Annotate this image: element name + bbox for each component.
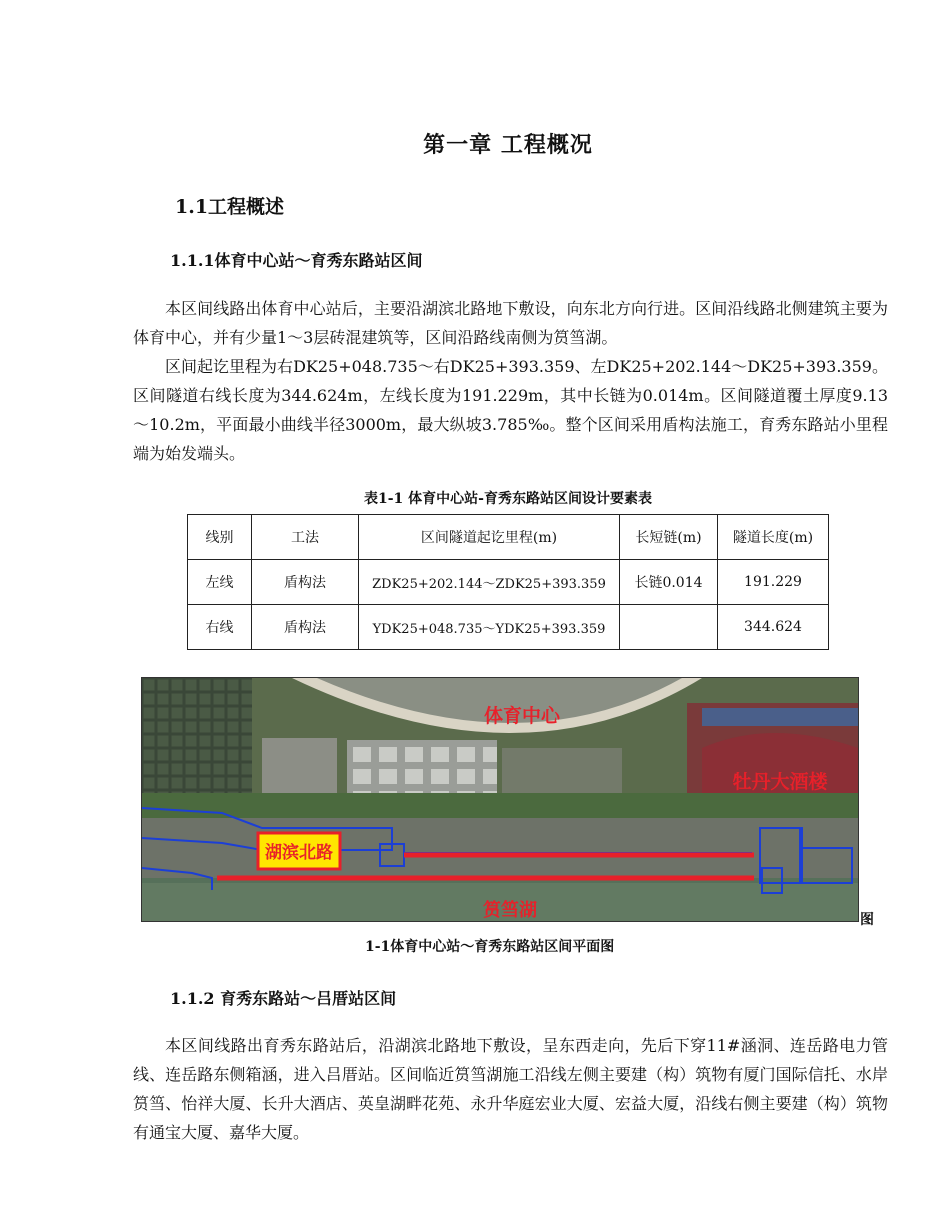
subsection-2-body bbox=[133, 1031, 888, 1147]
table-row bbox=[188, 605, 829, 650]
table-cell: 盾构法 bbox=[252, 560, 359, 605]
table-header: 线别 bbox=[188, 515, 252, 560]
figure-caption: 1-1体育中心站～育秀东路站区间平面图 bbox=[365, 939, 615, 955]
site-plan-figure bbox=[141, 677, 859, 922]
table-header: 长短链(m) bbox=[620, 515, 718, 560]
table-cell: 344.624 bbox=[718, 605, 829, 650]
table-cell: ZDK25+202.144～ZDK25+393.359 bbox=[359, 560, 620, 605]
table-cell: YDK25+048.735～YDK25+393.359 bbox=[359, 605, 620, 650]
paragraph: 区间起讫里程为右DK25+048.735～右DK25+393.359、左DK25+202.144～DK25+393.359。区间隧道右线长度为344.624m，左线长度为191.229m，其中长链为0.014m。区间隧道覆土厚度9.13～10.2m，平面最小曲线半径3000m，最大纵坡3.785‰。整个区间采用盾构法施工，育秀东路站小里程端为始发端头。 bbox=[133, 357, 888, 463]
subsection-title-1: 1.1.1体育中心站～育秀东路站区间 bbox=[170, 251, 423, 270]
subsection-1-body bbox=[133, 294, 888, 468]
figure-caption-tail: 图 bbox=[860, 912, 874, 928]
table-cell: 左线 bbox=[188, 560, 252, 605]
table-header: 工法 bbox=[252, 515, 359, 560]
table-header: 隧道长度(m) bbox=[718, 515, 829, 560]
label-road: 湖滨北路 bbox=[265, 843, 333, 863]
site-plan-map bbox=[142, 678, 858, 921]
table-cell: 191.229 bbox=[718, 560, 829, 605]
paragraph: 本区间线路出育秀东路站后，沿湖滨北路地下敷设，呈东西走向，先后下穿11#涵洞、连岳路电力管线、连岳路东侧箱涵，进入吕厝站。区间临近筼筜湖施工沿线左侧主要建（构）筑物有厦门国际信托、水岸筼筜、怡祥大厦、长升大酒店、英皇湖畔花苑、永升华庭宏业大厦、宏益大厦，沿线右侧主要建（构）筑物有通宝大厦、嘉华大厦。 bbox=[133, 1036, 888, 1142]
table-cell: 右线 bbox=[188, 605, 252, 650]
table-header: 区间隧道起讫里程(m) bbox=[359, 515, 620, 560]
label-sports-center: 体育中心 bbox=[483, 705, 561, 727]
table-cell: 盾构法 bbox=[252, 605, 359, 650]
table-cell bbox=[620, 605, 718, 650]
label-lake: 筼筜湖 bbox=[483, 900, 537, 921]
table-header-row bbox=[188, 515, 829, 560]
label-hotel: 牡丹大酒楼 bbox=[732, 771, 828, 793]
paragraph: 本区间线路出体育中心站后，主要沿湖滨北路地下敷设，向东北方向行进。区间沿线路北侧建筑主要为体育中心，并有少量1～3层砖混建筑等，区间沿路线南侧为筼筜湖。 bbox=[133, 299, 888, 347]
section-title: 1.1工程概述 bbox=[175, 196, 285, 218]
subsection-title-2: 1.1.2 育秀东路站～吕厝站区间 bbox=[170, 989, 397, 1008]
table-caption: 表1-1 体育中心站-育秀东路站区间设计要素表 bbox=[364, 491, 652, 507]
table-row bbox=[188, 560, 829, 605]
design-elements-table bbox=[187, 514, 829, 650]
table-cell: 长链0.014 bbox=[620, 560, 718, 605]
chapter-title: 第一章 工程概况 bbox=[423, 132, 593, 158]
